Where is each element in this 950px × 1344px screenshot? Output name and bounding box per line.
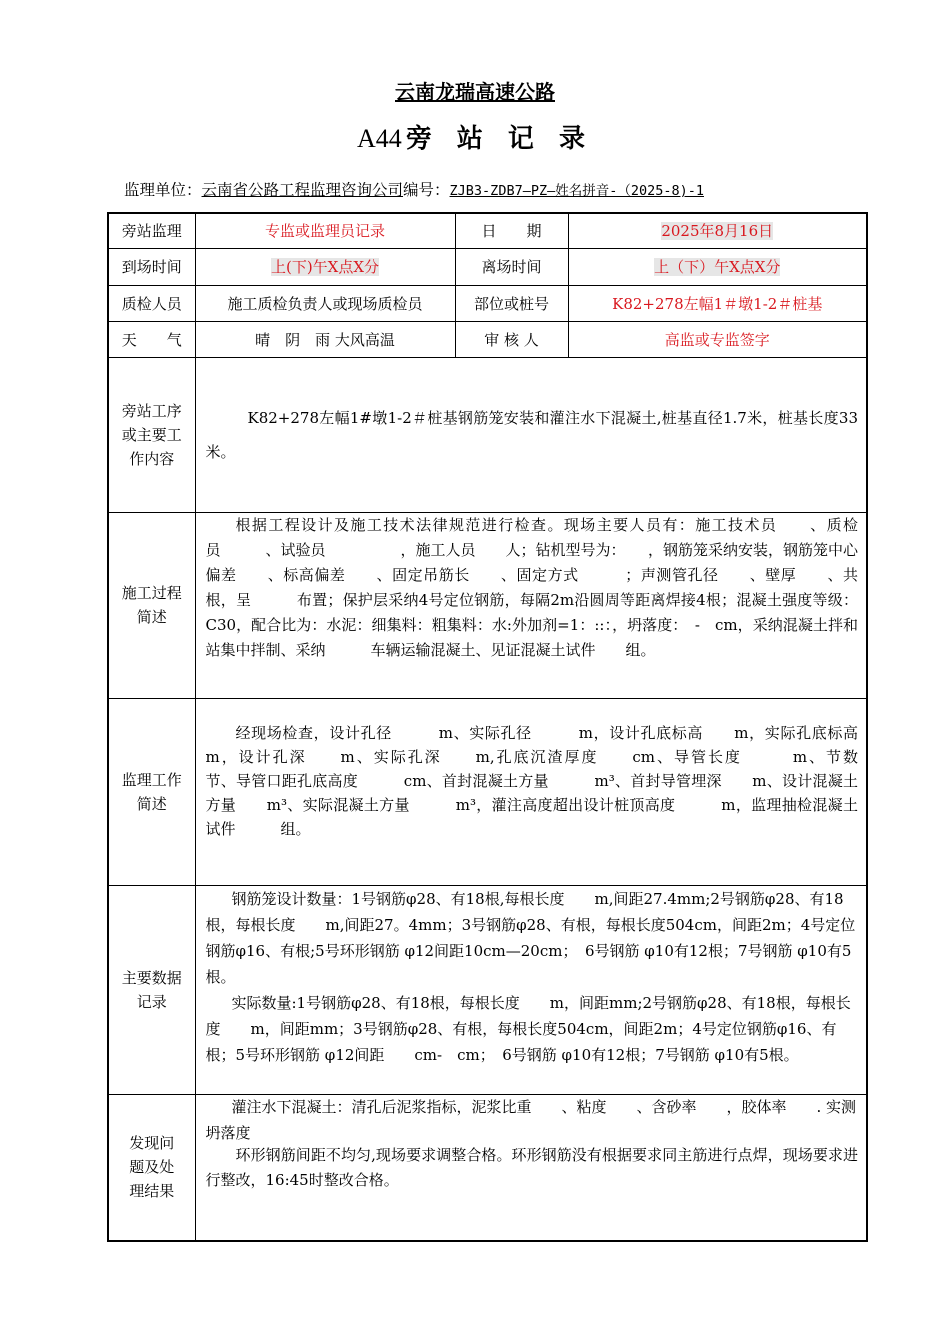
data-gap: [206, 1068, 859, 1094]
data-text-cell: [195, 885, 867, 1142]
construction-text: 根据工程设计及施工技术法律规范进行检查。现场主要人员有：施工技术员 、质检员 、试验员 ，施工人员 人；钻机型号为： ，钢筋笼采纳安装，钢筋笼中心偏差 、标高偏差 、固定吊筋长 、固定方式 ；声测管孔径 、壁厚 、共 根，呈 布置；保护层采纳4号定位钢筋，每隔2m沿圆周等距离焊接4根；混凝土强度等级：C30，配合比为：水泥：细集料：粗集料：水:外加剂=1：::：，坍落度： - cm，采纳混凝土拌和站集中拌制、采纳 车辆运输混凝土、见证混凝土试件 组。: [205, 515, 874, 659]
arrive-value-cell: [195, 248, 455, 285]
table-row: [108, 885, 867, 1094]
arrive-label: 到场时间: [108, 248, 195, 285]
table-row: [108, 248, 867, 285]
record-table: [107, 212, 904, 1242]
qc-label: 质检人员: [108, 285, 195, 321]
table-row: [108, 213, 867, 248]
date-value: 2025年8月16日: [661, 222, 774, 241]
table-row: [108, 357, 867, 512]
record-title-text: 旁 站 记 录: [405, 124, 593, 154]
construction-label-text: 施工过程简述: [121, 584, 182, 626]
supervision-label-text: 监理工作简述: [121, 770, 182, 813]
data-text-wrap: [205, 886, 859, 1142]
supervision-text: 经现场检查，设计孔径 m、实际孔径 m，设计孔底标高 m，实际孔底标高 m，设计孔深 m、实际孔深 m,孔底沉渣厚度 cm、导管长度 m、节数 节、导管口距孔底高度 cm、首封混凝土方量 m³、首封导管埋深 m、设计混凝土方量 m³、实际混凝土方量 m³，灌注高度超出设计桩顶高度 m，监理抽检混凝土试件 组。: [205, 723, 904, 838]
data-label-text: 主要数据记录: [121, 968, 182, 1011]
table-row: [108, 698, 867, 885]
unit-label: 监理单位：: [124, 181, 202, 199]
record-title: [0, 118, 950, 155]
weather-label: 天 气: [108, 321, 195, 357]
process-label: [108, 357, 195, 512]
number-value: ZJB3-ZDB7—PZ—姓名拼音-（2025-8)-1: [449, 183, 704, 199]
process-text-cell: [195, 357, 867, 512]
unit-value: 云南省公路工程监理咨询公司: [201, 181, 404, 199]
arrive-value: 上(下)午X点X分: [270, 258, 380, 276]
leave-value: 上（下）午X点X分: [654, 258, 781, 276]
qc-value: 施工质检负责人或现场质检员: [195, 285, 455, 321]
issue-label: [108, 1094, 195, 1241]
document-title-text: 云南龙瑞高速公路: [395, 80, 555, 104]
construction-text-cell: [195, 512, 874, 698]
record-code: A44: [357, 124, 402, 153]
process-label-text: 旁站工序或主要工作内容: [121, 401, 182, 468]
date-value-cell: [568, 213, 867, 248]
supervision-label: [108, 698, 195, 885]
pile-label: 部位或桩号: [455, 285, 568, 321]
pangzhan-value: 专监或监理员记录: [195, 213, 455, 248]
construction-label: [108, 512, 195, 698]
data-line-1: 钢筋笼设计数量：1号钢筋φ28、有18根,每根长度 m,间距27.4mm;2号钢筋φ28、有18根，每根长度 m,间距27。4mm；3号钢筋φ28、有根，每根长度504cm，间距2m；4号定位钢筋φ16、有根;5号环形钢筋 φ12间距10cm—20cm； 6号钢筋 φ10有12根；7号钢筋 φ10有5根。: [205, 889, 856, 986]
pangzhan-label: 旁站监理: [108, 213, 195, 248]
unit-line: [124, 178, 844, 200]
number-label: 编号：: [403, 181, 450, 199]
reviewer-value: 高监或专监签字: [568, 321, 867, 357]
pile-value: K82+278左幅1＃墩1-2＃桩基: [568, 285, 867, 321]
data-line-2: 实际数量:1号钢筋φ28、有18根，每根长度 m，间距mm;2号钢筋φ28、有18根，每根长度 m，间距mm；3号钢筋φ28、有根，每根长度504cm，间距2m；4号定位钢筋φ16、有根；5号环形钢筋 φ12间距 cm- cm； 6号钢筋 φ10有12根；7号钢筋 φ10有5根。: [205, 993, 851, 1064]
issue-label-text: 发现问题及处理结果: [129, 1134, 175, 1201]
data-label: [108, 885, 195, 1094]
table-row: [108, 512, 867, 698]
leave-label: 离场时间: [455, 248, 568, 285]
supervision-text-cell: [195, 698, 904, 885]
table-row: [108, 285, 867, 321]
process-text: K82+278左幅1#墩1-2＃桩基钢筋笼安装和灌注水下混凝土,桩基直径1.7米，桩基长度33米。: [205, 408, 858, 461]
data-line-3: 灌注水下混凝土：清孔后泥浆指标，泥浆比重 、粘度 、含砂率 ，胶体率 . 实测坍落度: [205, 1097, 857, 1142]
table-row: [108, 321, 867, 357]
issue-text: 环形钢筋间距不均匀,现场要求调整合格。环形钢筋没有根据要求同主筋进行点焊，现场要求进行整改，16:45时整改合格。: [205, 1145, 858, 1189]
date-label: 日 期: [455, 213, 568, 248]
weather-value: 晴 阴 雨 大风高温: [195, 321, 455, 357]
document-title: [0, 76, 950, 105]
reviewer-label: 审 核 人: [455, 321, 568, 357]
leave-value-cell: [568, 248, 867, 285]
